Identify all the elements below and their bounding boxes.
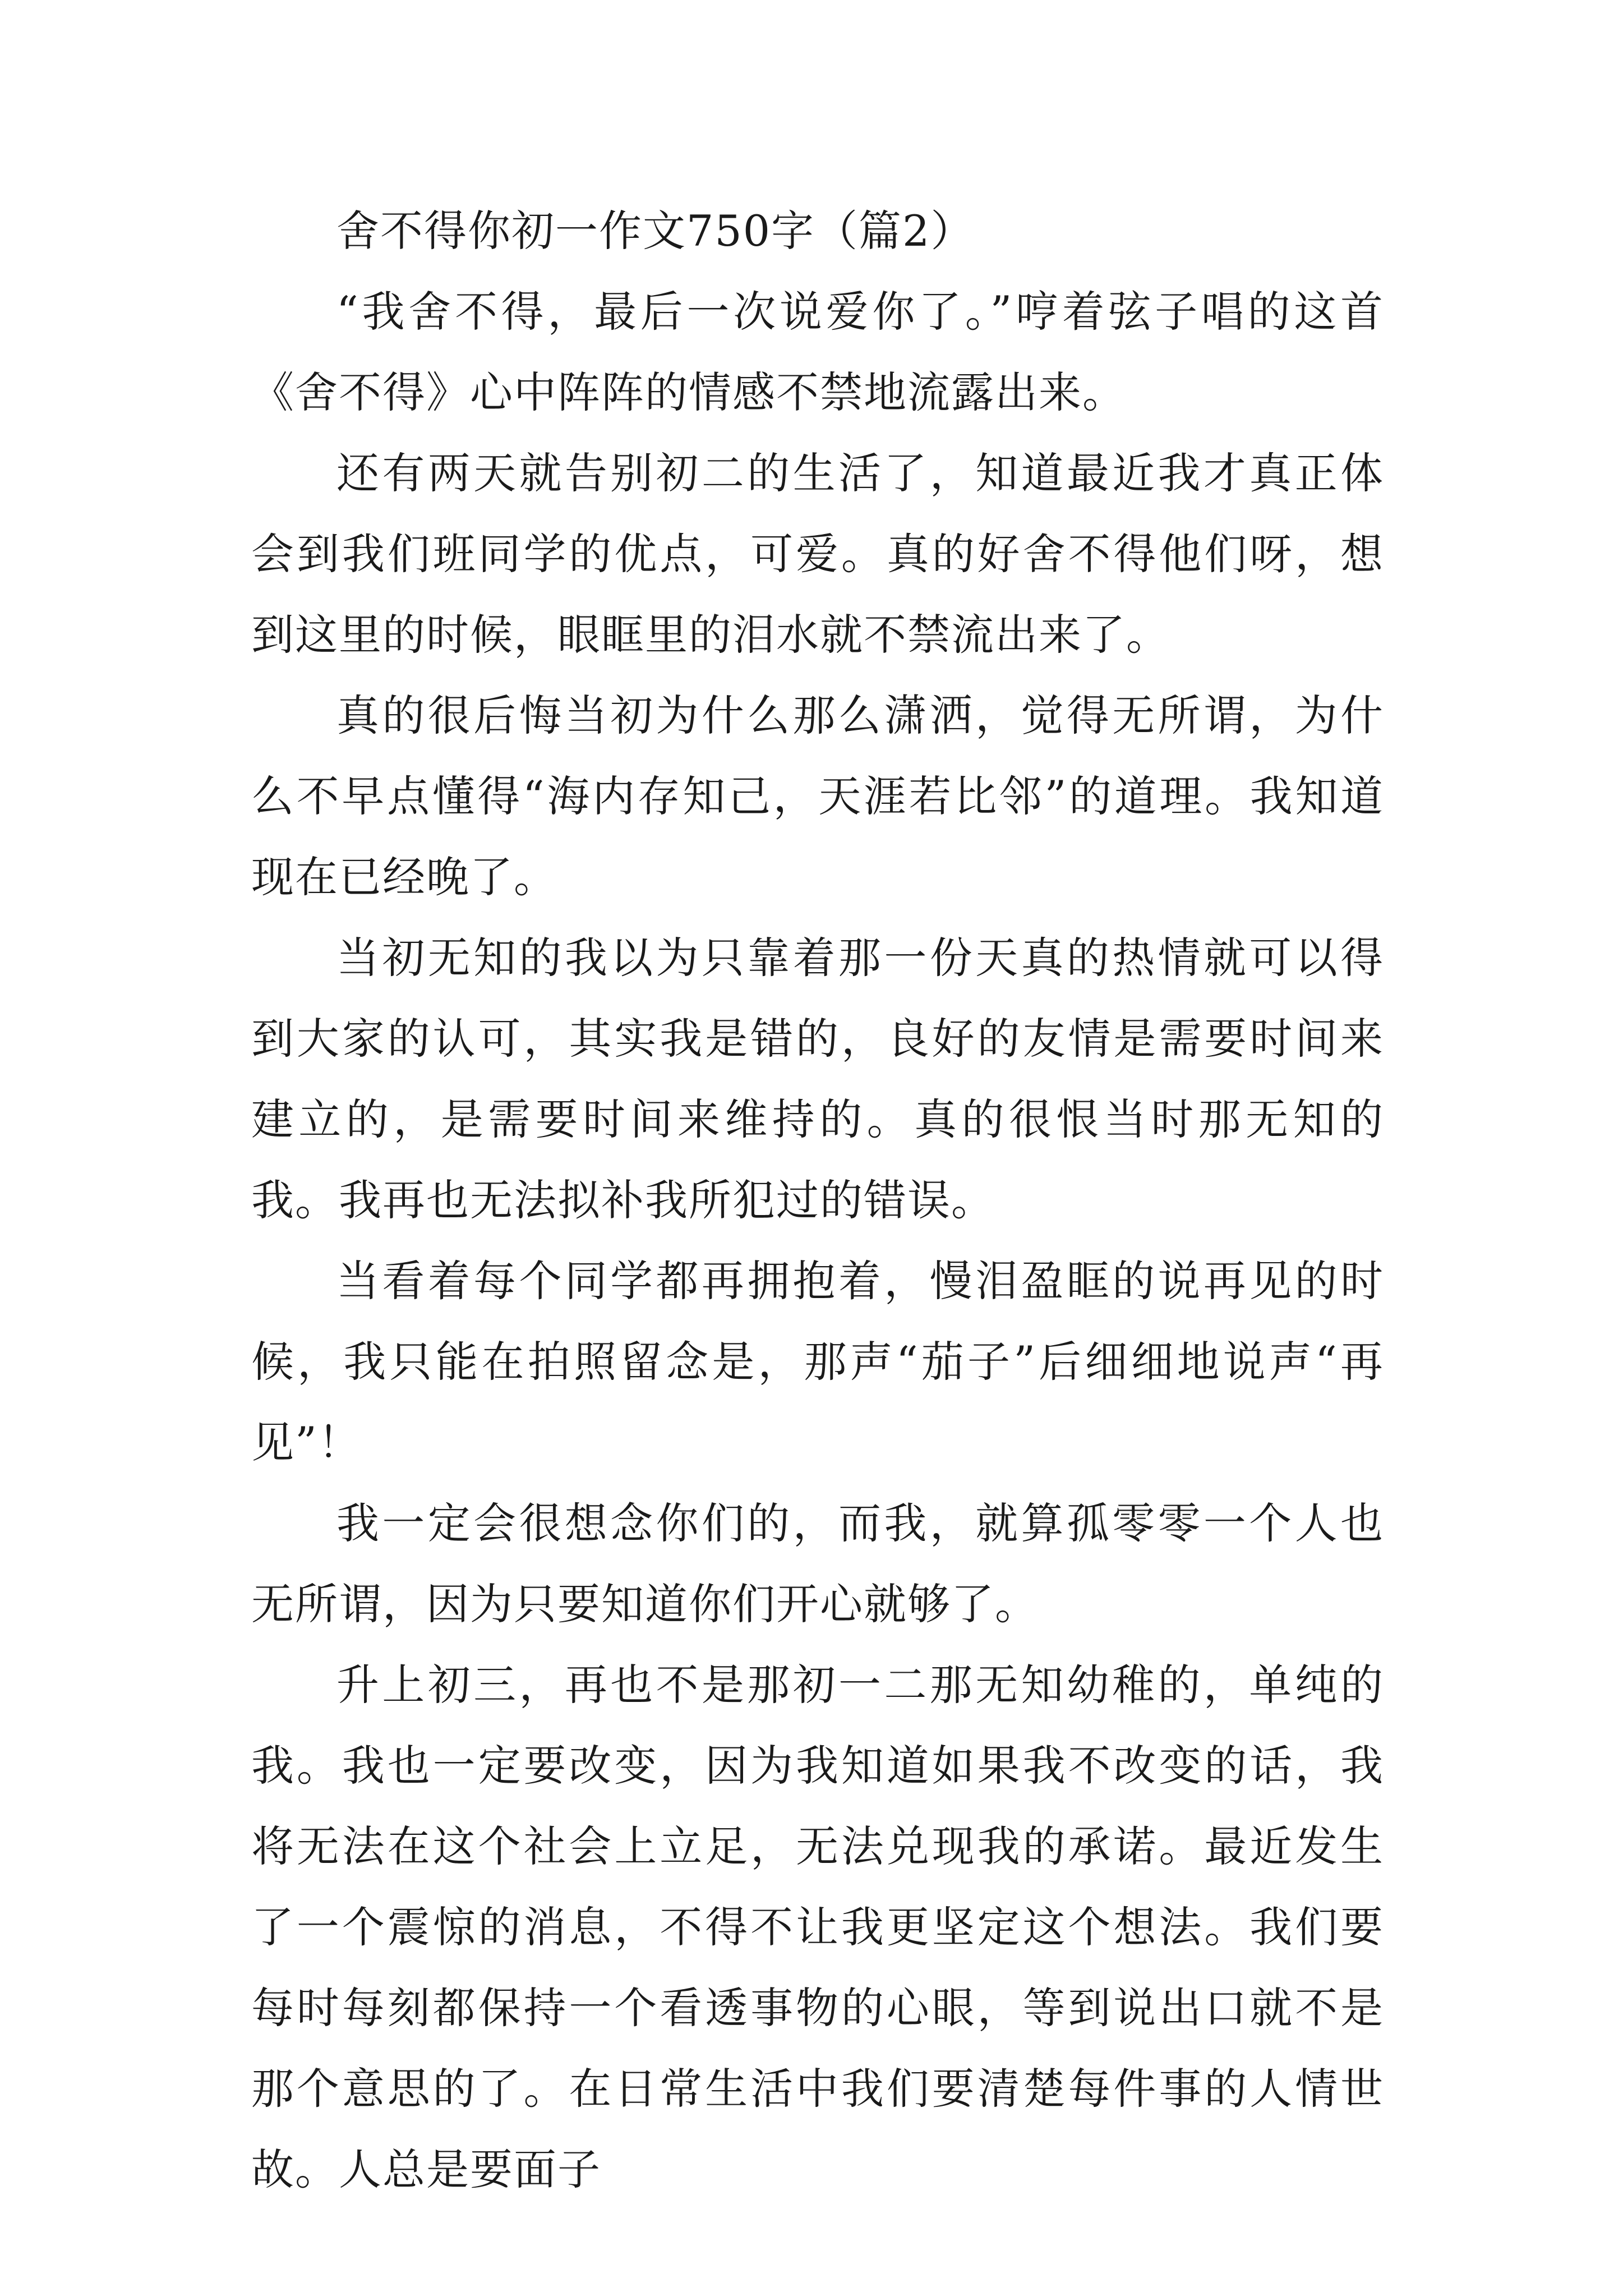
- paragraph-2: 还有两天就告别初二的生活了，知道最近我才真正体会到我们班同学的优点，可爱。真的好舍不得他们呀，想到这里的时候，眼眶里的泪水就不禁流出来了。: [251, 448, 1384, 660]
- paragraph-6: 我一定会很想念你们的，而我，就算孤零零一个人也无所谓，因为只要知道你们开心就够了。: [251, 1498, 1384, 1629]
- document-body: [251, 191, 1384, 2210]
- paragraph-4: 当初无知的我以为只靠着那一份天真的热情就可以得到大家的认可，其实我是错的，良好的友情是需要时间来建立的，是需要时间来维持的。真的很恨当时那无知的我。我再也无法拟补我所犯过的错误。: [251, 933, 1384, 1225]
- essay-title: 舍不得你初一作文750字（篇2）: [336, 206, 975, 256]
- paragraph-3: 真的很后悔当初为什么那么潇洒，觉得无所谓，为什么不早点懂得“海内存知己，天涯若比邻”的道理。我知道现在已经晚了。: [251, 691, 1384, 902]
- paragraph-5: 当看着每个同学都再拥抱着，慢泪盈眶的说再见的时候，我只能在拍照留念是，那声“茄子”后细细地说声“再见”！: [251, 1256, 1384, 1467]
- paragraph-7: 升上初三，再也不是那初一二那无知幼稚的，单纯的我。我也一定要改变，因为我知道如果我不改变的话，我将无法在这个社会上立足，无法兑现我的承诺。最近发生了一个震惊的消息，不得不让我更坚定这个想法。我们要每时每刻都保持一个看透事物的心眼，等到说出口就不是那个意思的了。在日常生活中我们要清楚每件事的人情世故。人总是要面子: [251, 1660, 1384, 2194]
- paragraph-1: “我舍不得，最后一次说爱你了。”哼着弦子唱的这首《舍不得》心中阵阵的情感不禁地流露出来。: [251, 287, 1384, 417]
